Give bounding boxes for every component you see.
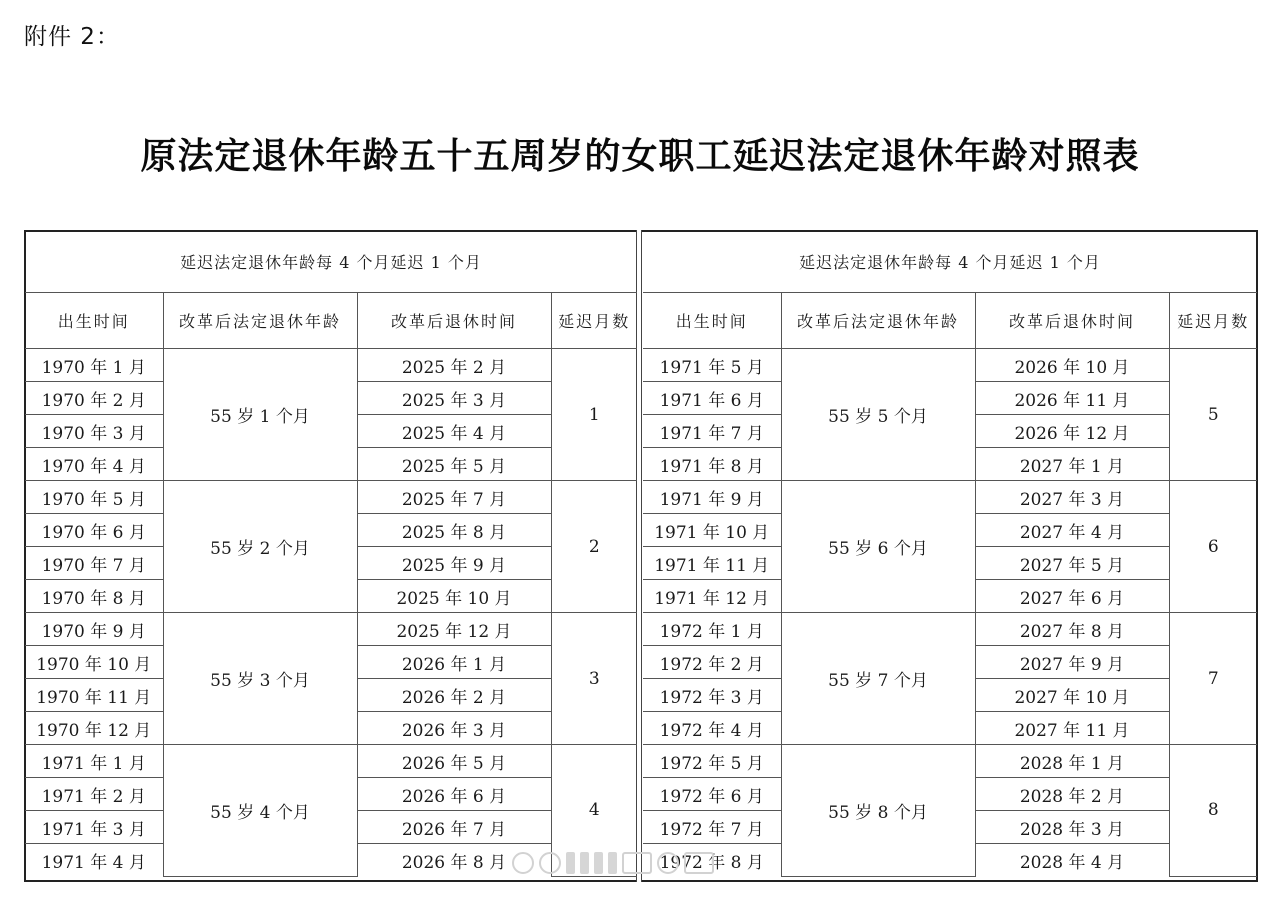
- birth-date-cell: 1972 年 7 月: [643, 811, 781, 844]
- group-header: 延迟法定退休年龄每 4 个月延迟 1 个月: [643, 231, 1257, 293]
- watermark-bar-icon: [566, 852, 575, 874]
- birth-date-cell: 1972 年 1 月: [643, 613, 781, 646]
- retire-date-cell: 2026 年 1 月: [357, 646, 551, 679]
- birth-date-cell: 1972 年 3 月: [643, 679, 781, 712]
- retire-date-cell: 2027 年 10 月: [975, 679, 1169, 712]
- birth-date-cell: 1972 年 4 月: [643, 712, 781, 745]
- birth-date-cell: 1971 年 4 月: [25, 844, 163, 877]
- column-header: 延迟月数: [551, 293, 637, 349]
- birth-date-cell: 1971 年 1 月: [25, 745, 163, 778]
- table-row: [643, 349, 1257, 382]
- retire-date-cell: 2027 年 9 月: [975, 646, 1169, 679]
- birth-date-cell: 1970 年 11 月: [25, 679, 163, 712]
- retire-date-cell: 2025 年 12 月: [357, 613, 551, 646]
- retire-date-cell: 2027 年 6 月: [975, 580, 1169, 613]
- retire-date-cell: 2026 年 12 月: [975, 415, 1169, 448]
- retire-date-cell: 2026 年 11 月: [975, 382, 1169, 415]
- column-header: 出生时间: [643, 293, 781, 349]
- birth-date-cell: 1970 年 4 月: [25, 448, 163, 481]
- column-header: 改革后法定退休年龄: [781, 293, 975, 349]
- birth-date-cell: 1971 年 3 月: [25, 811, 163, 844]
- retire-date-cell: 2025 年 5 月: [357, 448, 551, 481]
- delay-months-cell: 4: [551, 745, 637, 877]
- retire-date-cell: 2025 年 10 月: [357, 580, 551, 613]
- birth-date-cell: 1970 年 9 月: [25, 613, 163, 646]
- birth-date-cell: 1970 年 7 月: [25, 547, 163, 580]
- birth-date-cell: 1972 年 2 月: [643, 646, 781, 679]
- table-row: [25, 745, 637, 778]
- table-row: [643, 613, 1257, 646]
- table-row: [25, 481, 637, 514]
- retire-date-cell: 2028 年 4 月: [975, 844, 1169, 877]
- comparison-table-right: [643, 231, 1257, 877]
- birth-date-cell: 1970 年 5 月: [25, 481, 163, 514]
- watermark-bar-icon: [580, 852, 589, 874]
- birth-date-cell: 1970 年 12 月: [25, 712, 163, 745]
- column-header: 出生时间: [25, 293, 163, 349]
- retire-date-cell: 2026 年 5 月: [357, 745, 551, 778]
- delay-months-cell: 1: [551, 349, 637, 481]
- column-header: 改革后退休时间: [975, 293, 1169, 349]
- watermark-box-icon: [684, 852, 714, 874]
- retire-date-cell: 2025 年 8 月: [357, 514, 551, 547]
- retire-date-cell: 2027 年 1 月: [975, 448, 1169, 481]
- birth-date-cell: 1970 年 2 月: [25, 382, 163, 415]
- watermark-circle-icon: [512, 852, 534, 874]
- delay-months-cell: 2: [551, 481, 637, 613]
- column-header: 改革后退休时间: [357, 293, 551, 349]
- retire-date-cell: 2026 年 8 月: [357, 844, 551, 877]
- retire-date-cell: 2028 年 3 月: [975, 811, 1169, 844]
- birth-date-cell: 1970 年 1 月: [25, 349, 163, 382]
- watermark-circle-icon: [657, 852, 679, 874]
- retire-age-cell: 55 岁 8 个月: [781, 745, 975, 877]
- document-title: 原法定退休年龄五十五周岁的女职工延迟法定退休年龄对照表: [140, 135, 1140, 177]
- retire-date-cell: 2026 年 7 月: [357, 811, 551, 844]
- retire-date-cell: 2025 年 4 月: [357, 415, 551, 448]
- birth-date-cell: 1970 年 8 月: [25, 580, 163, 613]
- birth-date-cell: 1970 年 6 月: [25, 514, 163, 547]
- watermark-bar-icon: [608, 852, 617, 874]
- birth-date-cell: 1971 年 10 月: [643, 514, 781, 547]
- birth-date-cell: 1971 年 12 月: [643, 580, 781, 613]
- retire-age-cell: 55 岁 5 个月: [781, 349, 975, 481]
- table-row: [25, 349, 637, 382]
- birth-date-cell: 1971 年 5 月: [643, 349, 781, 382]
- retire-date-cell: 2025 年 3 月: [357, 382, 551, 415]
- birth-date-cell: 1971 年 7 月: [643, 415, 781, 448]
- retire-date-cell: 2027 年 3 月: [975, 481, 1169, 514]
- retire-date-cell: 2028 年 1 月: [975, 745, 1169, 778]
- delay-months-cell: 5: [1169, 349, 1257, 481]
- retire-date-cell: 2025 年 9 月: [357, 547, 551, 580]
- delay-months-cell: 7: [1169, 613, 1257, 745]
- group-header: 延迟法定退休年龄每 4 个月延迟 1 个月: [25, 231, 637, 293]
- column-header: 改革后法定退休年龄: [163, 293, 357, 349]
- birth-date-cell: 1971 年 6 月: [643, 382, 781, 415]
- watermark-circle-icon: [539, 852, 561, 874]
- column-header: 延迟月数: [1169, 293, 1257, 349]
- comparison-table-left: [25, 231, 637, 877]
- retire-date-cell: 2026 年 3 月: [357, 712, 551, 745]
- attachment-label: 附件 2：: [24, 24, 120, 50]
- watermark: [512, 846, 778, 880]
- birth-date-cell: 1971 年 2 月: [25, 778, 163, 811]
- retire-date-cell: 2027 年 5 月: [975, 547, 1169, 580]
- birth-date-cell: 1972 年 8 月: [643, 844, 781, 877]
- table-row: [643, 481, 1257, 514]
- table-row: [643, 745, 1257, 778]
- birth-date-cell: 1971 年 8 月: [643, 448, 781, 481]
- retire-date-cell: 2027 年 4 月: [975, 514, 1169, 547]
- retire-age-cell: 55 岁 6 个月: [781, 481, 975, 613]
- retire-age-cell: 55 岁 2 个月: [163, 481, 357, 613]
- retire-age-cell: 55 岁 3 个月: [163, 613, 357, 745]
- retire-date-cell: 2028 年 2 月: [975, 778, 1169, 811]
- watermark-bar-icon: [594, 852, 603, 874]
- retire-date-cell: 2026 年 2 月: [357, 679, 551, 712]
- table-row: [25, 613, 637, 646]
- retire-date-cell: 2026 年 6 月: [357, 778, 551, 811]
- retire-date-cell: 2027 年 8 月: [975, 613, 1169, 646]
- delay-months-cell: 3: [551, 613, 637, 745]
- birth-date-cell: 1970 年 10 月: [25, 646, 163, 679]
- retire-date-cell: 2027 年 11 月: [975, 712, 1169, 745]
- retire-date-cell: 2025 年 2 月: [357, 349, 551, 382]
- delay-months-cell: 6: [1169, 481, 1257, 613]
- birth-date-cell: 1972 年 5 月: [643, 745, 781, 778]
- retire-age-cell: 55 岁 1 个月: [163, 349, 357, 481]
- birth-date-cell: 1971 年 11 月: [643, 547, 781, 580]
- retire-age-cell: 55 岁 7 个月: [781, 613, 975, 745]
- retire-date-cell: 2025 年 7 月: [357, 481, 551, 514]
- retire-age-cell: 55 岁 4 个月: [163, 745, 357, 877]
- birth-date-cell: 1972 年 6 月: [643, 778, 781, 811]
- birth-date-cell: 1971 年 9 月: [643, 481, 781, 514]
- retire-date-cell: 2026 年 10 月: [975, 349, 1169, 382]
- watermark-box-icon: [622, 852, 652, 874]
- birth-date-cell: 1970 年 3 月: [25, 415, 163, 448]
- delay-months-cell: 8: [1169, 745, 1257, 877]
